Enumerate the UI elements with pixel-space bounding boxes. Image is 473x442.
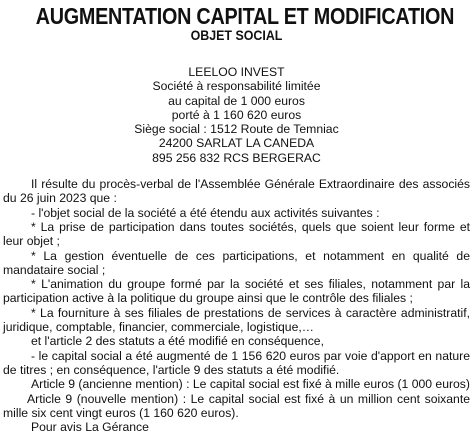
activity-paragraph-1: * La prise de participation dans toutes sociétés, quels que soient leur forme et leur objet ; [3,219,470,249]
company-form: Société à responsabilité limitée [152,79,321,94]
company-capital-new: porté à 1 160 620 euros [171,107,302,122]
object-extended-paragraph: - l'objet social de la société a été étendu aux activités suivantes : [31,205,380,220]
activity-paragraph-4: * La fourniture à ses filiales de prestations de services à caractère administratif, juridique, comptable, financier, commerciale, logistique,… [3,305,470,335]
signature-paragraph: Pour avis La Gérance [31,420,149,435]
activity-paragraph-3: * L'animation du groupe formé par la société et ses filiales, notamment par la participation active à la politique du groupe ainsi que le contrôle des filiales ; [3,277,470,306]
notice-body [3,177,470,434]
capital-increase-paragraph: - le capital social a été augmenté de 1 156 620 euros par voie d'apport en nature de titres ; en conséquence, l'article 9 des statuts a été modifié. [3,348,470,377]
company-name: LEELOO INVEST [188,65,285,79]
activity-paragraph-2: * La gestion éventuelle de ces participations, et notamment en qualité de mandataire social ; [3,248,470,277]
company-capital: au capital de 1 000 euros [168,93,305,108]
company-seat: Siège social : 1512 Route de Temniac [134,122,339,137]
article-9-old-paragraph: Article 9 (ancienne mention) : Le capital social est fixé à mille euros (1 000 euros) [31,377,470,392]
notice-subtitle: OBJET SOCIAL [190,28,283,43]
intro-paragraph: Il résulte du procès-verbal de l'Assemblée Générale Extraordinaire des associés du 26 juin 2023 que : [3,177,470,206]
article-2-paragraph: et l'article 2 des statuts a été modifié en conséquence, [31,334,324,349]
notice-title: AUGMENTATION CAPITAL ET MODIFICATION [35,3,455,29]
company-block [3,65,470,165]
company-city: 24200 SARLAT LA CANEDA [158,136,315,151]
company-rcs: 895 256 832 RCS BERGERAC [152,150,321,165]
article-9-new-paragraph: Article 9 (nouvelle mention) : Le capital social est fixé à un million cent soixante mille six cent vingt euros (1 160 620 euros). [3,391,470,420]
